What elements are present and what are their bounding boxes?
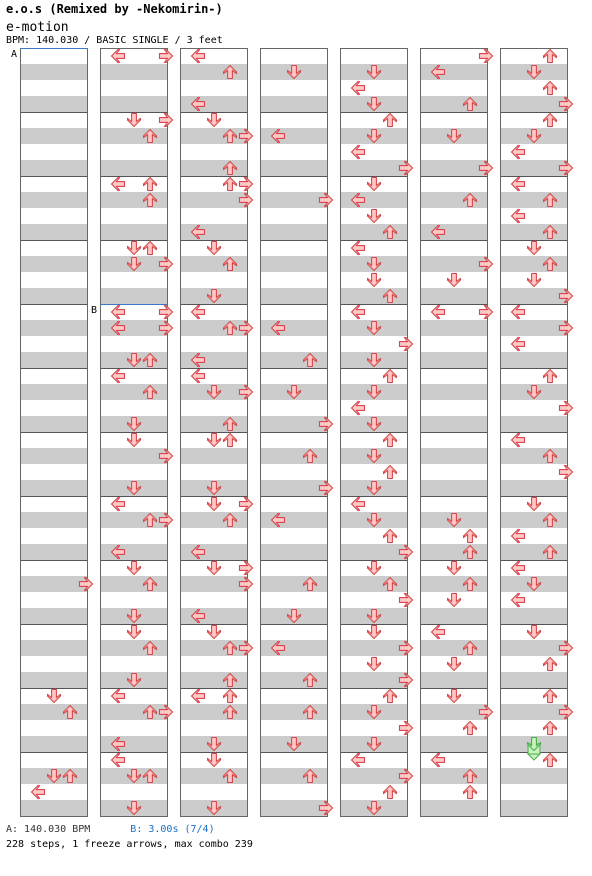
chart-info: BPM: 140.030 / BASIC SINGLE / 3 feet <box>6 35 223 46</box>
beat-stripe <box>260 416 328 432</box>
beat-stripe <box>420 576 488 592</box>
beat-stripe <box>340 544 408 560</box>
beat-stripe <box>100 288 168 304</box>
beat-stripe <box>180 352 248 368</box>
beat-stripe <box>500 352 568 368</box>
beat-stripe <box>180 128 248 144</box>
beat-stripe <box>500 192 568 208</box>
beat-stripe <box>500 800 568 816</box>
song-title: e.o.s (Remixed by -Nekomirin-) <box>6 2 223 16</box>
beat-stripe <box>500 160 568 176</box>
beat-stripe <box>180 544 248 560</box>
beat-stripe <box>420 608 488 624</box>
beat-stripe <box>500 256 568 272</box>
beat-stripe <box>20 224 88 240</box>
beat-stripe <box>420 160 488 176</box>
beat-stripe <box>260 704 328 720</box>
beat-stripe <box>20 256 88 272</box>
beat-stripe <box>420 448 488 464</box>
beat-stripe <box>100 64 168 80</box>
beat-stripe <box>100 192 168 208</box>
beat-stripe <box>180 416 248 432</box>
beat-stripe <box>100 576 168 592</box>
beat-stripe <box>100 512 168 528</box>
beat-stripe <box>180 448 248 464</box>
artist-name: e-motion <box>6 20 69 35</box>
beat-stripe <box>100 160 168 176</box>
footer-legend <box>6 824 215 835</box>
beat-stripe <box>180 224 248 240</box>
beat-stripe <box>420 800 488 816</box>
beat-stripe <box>180 512 248 528</box>
beat-stripe <box>260 640 328 656</box>
beat-stripe <box>100 544 168 560</box>
beat-stripe <box>420 288 488 304</box>
beat-stripe <box>20 672 88 688</box>
marker-label: B <box>91 305 98 316</box>
beat-stripe <box>100 320 168 336</box>
beat-stripe <box>500 96 568 112</box>
beat-stripe <box>260 160 328 176</box>
beat-stripe <box>420 256 488 272</box>
beat-stripe <box>500 480 568 496</box>
beat-stripe <box>340 576 408 592</box>
beat-stripe <box>180 672 248 688</box>
beat-stripe <box>420 640 488 656</box>
beat-stripe <box>180 256 248 272</box>
beat-stripe <box>20 416 88 432</box>
beat-stripe <box>20 544 88 560</box>
beat-stripe <box>20 800 88 816</box>
beat-stripe <box>20 640 88 656</box>
beat-stripe <box>260 352 328 368</box>
beat-stripe <box>100 448 168 464</box>
beat-stripe <box>20 480 88 496</box>
beat-stripe <box>260 576 328 592</box>
beat-stripe <box>500 448 568 464</box>
beat-stripe <box>420 320 488 336</box>
beat-stripe <box>100 224 168 240</box>
beat-stripe <box>420 672 488 688</box>
beat-stripe <box>20 352 88 368</box>
beat-stripe <box>100 736 168 752</box>
beat-stripe <box>500 512 568 528</box>
beat-stripe <box>420 768 488 784</box>
beat-stripe <box>20 288 88 304</box>
beat-stripe <box>260 672 328 688</box>
beat-stripe <box>420 96 488 112</box>
marker-label: A <box>11 49 18 60</box>
beat-stripe <box>420 192 488 208</box>
beat-stripe <box>500 224 568 240</box>
beat-stripe <box>340 192 408 208</box>
beat-stripe <box>260 288 328 304</box>
beat-stripe <box>180 768 248 784</box>
beat-stripe <box>260 192 328 208</box>
beat-stripe <box>180 704 248 720</box>
beat-stripe <box>260 128 328 144</box>
beat-stripe <box>340 672 408 688</box>
beat-stripe <box>420 480 488 496</box>
beat-stripe <box>260 544 328 560</box>
beat-stripe <box>100 128 168 144</box>
beat-stripe <box>180 64 248 80</box>
beat-stripe <box>20 448 88 464</box>
beat-stripe <box>20 384 88 400</box>
beat-stripe <box>420 736 488 752</box>
beat-stripe <box>500 320 568 336</box>
beat-stripe <box>500 672 568 688</box>
beat-stripe <box>340 640 408 656</box>
beat-stripe <box>260 320 328 336</box>
beat-stripe <box>180 608 248 624</box>
beat-stripe <box>100 704 168 720</box>
beat-stripe <box>20 608 88 624</box>
beat-stripe <box>100 384 168 400</box>
beat-stripe <box>340 160 408 176</box>
beat-stripe <box>500 640 568 656</box>
beat-stripe <box>100 96 168 112</box>
beat-stripe <box>420 704 488 720</box>
beat-stripe <box>20 192 88 208</box>
beat-stripe <box>500 704 568 720</box>
beat-stripe <box>180 640 248 656</box>
beat-stripe <box>20 704 88 720</box>
beat-stripe <box>180 192 248 208</box>
beat-stripe <box>260 256 328 272</box>
beat-stripe <box>20 96 88 112</box>
beat-stripe <box>420 416 488 432</box>
beat-stripe <box>20 64 88 80</box>
beat-stripe <box>180 320 248 336</box>
footer-stats: 228 steps, 1 freeze arrows, max combo 239 <box>6 839 253 850</box>
beat-stripe <box>180 160 248 176</box>
beat-stripe <box>20 320 88 336</box>
beat-stripe <box>340 224 408 240</box>
beat-stripe <box>20 160 88 176</box>
beat-stripe <box>500 768 568 784</box>
beat-stripe <box>260 768 328 784</box>
beat-stripe <box>260 448 328 464</box>
beat-stripe <box>420 352 488 368</box>
beat-stripe <box>260 224 328 240</box>
beat-stripe <box>260 512 328 528</box>
beat-stripe <box>420 544 488 560</box>
beat-stripe <box>180 576 248 592</box>
beat-stripe <box>20 576 88 592</box>
beat-stripe <box>260 480 328 496</box>
beat-stripe <box>340 288 408 304</box>
beat-stripe <box>100 640 168 656</box>
beat-stripe <box>260 800 328 816</box>
beat-stripe <box>20 512 88 528</box>
beat-stripe <box>420 64 488 80</box>
beat-stripe <box>500 288 568 304</box>
beat-stripe <box>420 384 488 400</box>
footer-bpm: A: 140.030 BPM <box>6 824 91 835</box>
beat-stripe <box>20 128 88 144</box>
beat-stripe <box>500 416 568 432</box>
beat-stripe <box>500 608 568 624</box>
beat-stripe <box>340 768 408 784</box>
beat-stripe <box>260 96 328 112</box>
beat-stripe <box>420 224 488 240</box>
beat-stripe <box>500 544 568 560</box>
footer-stop: B: 3.00s (7/4) <box>130 824 215 835</box>
beat-stripe <box>20 736 88 752</box>
beat-stripe <box>180 96 248 112</box>
